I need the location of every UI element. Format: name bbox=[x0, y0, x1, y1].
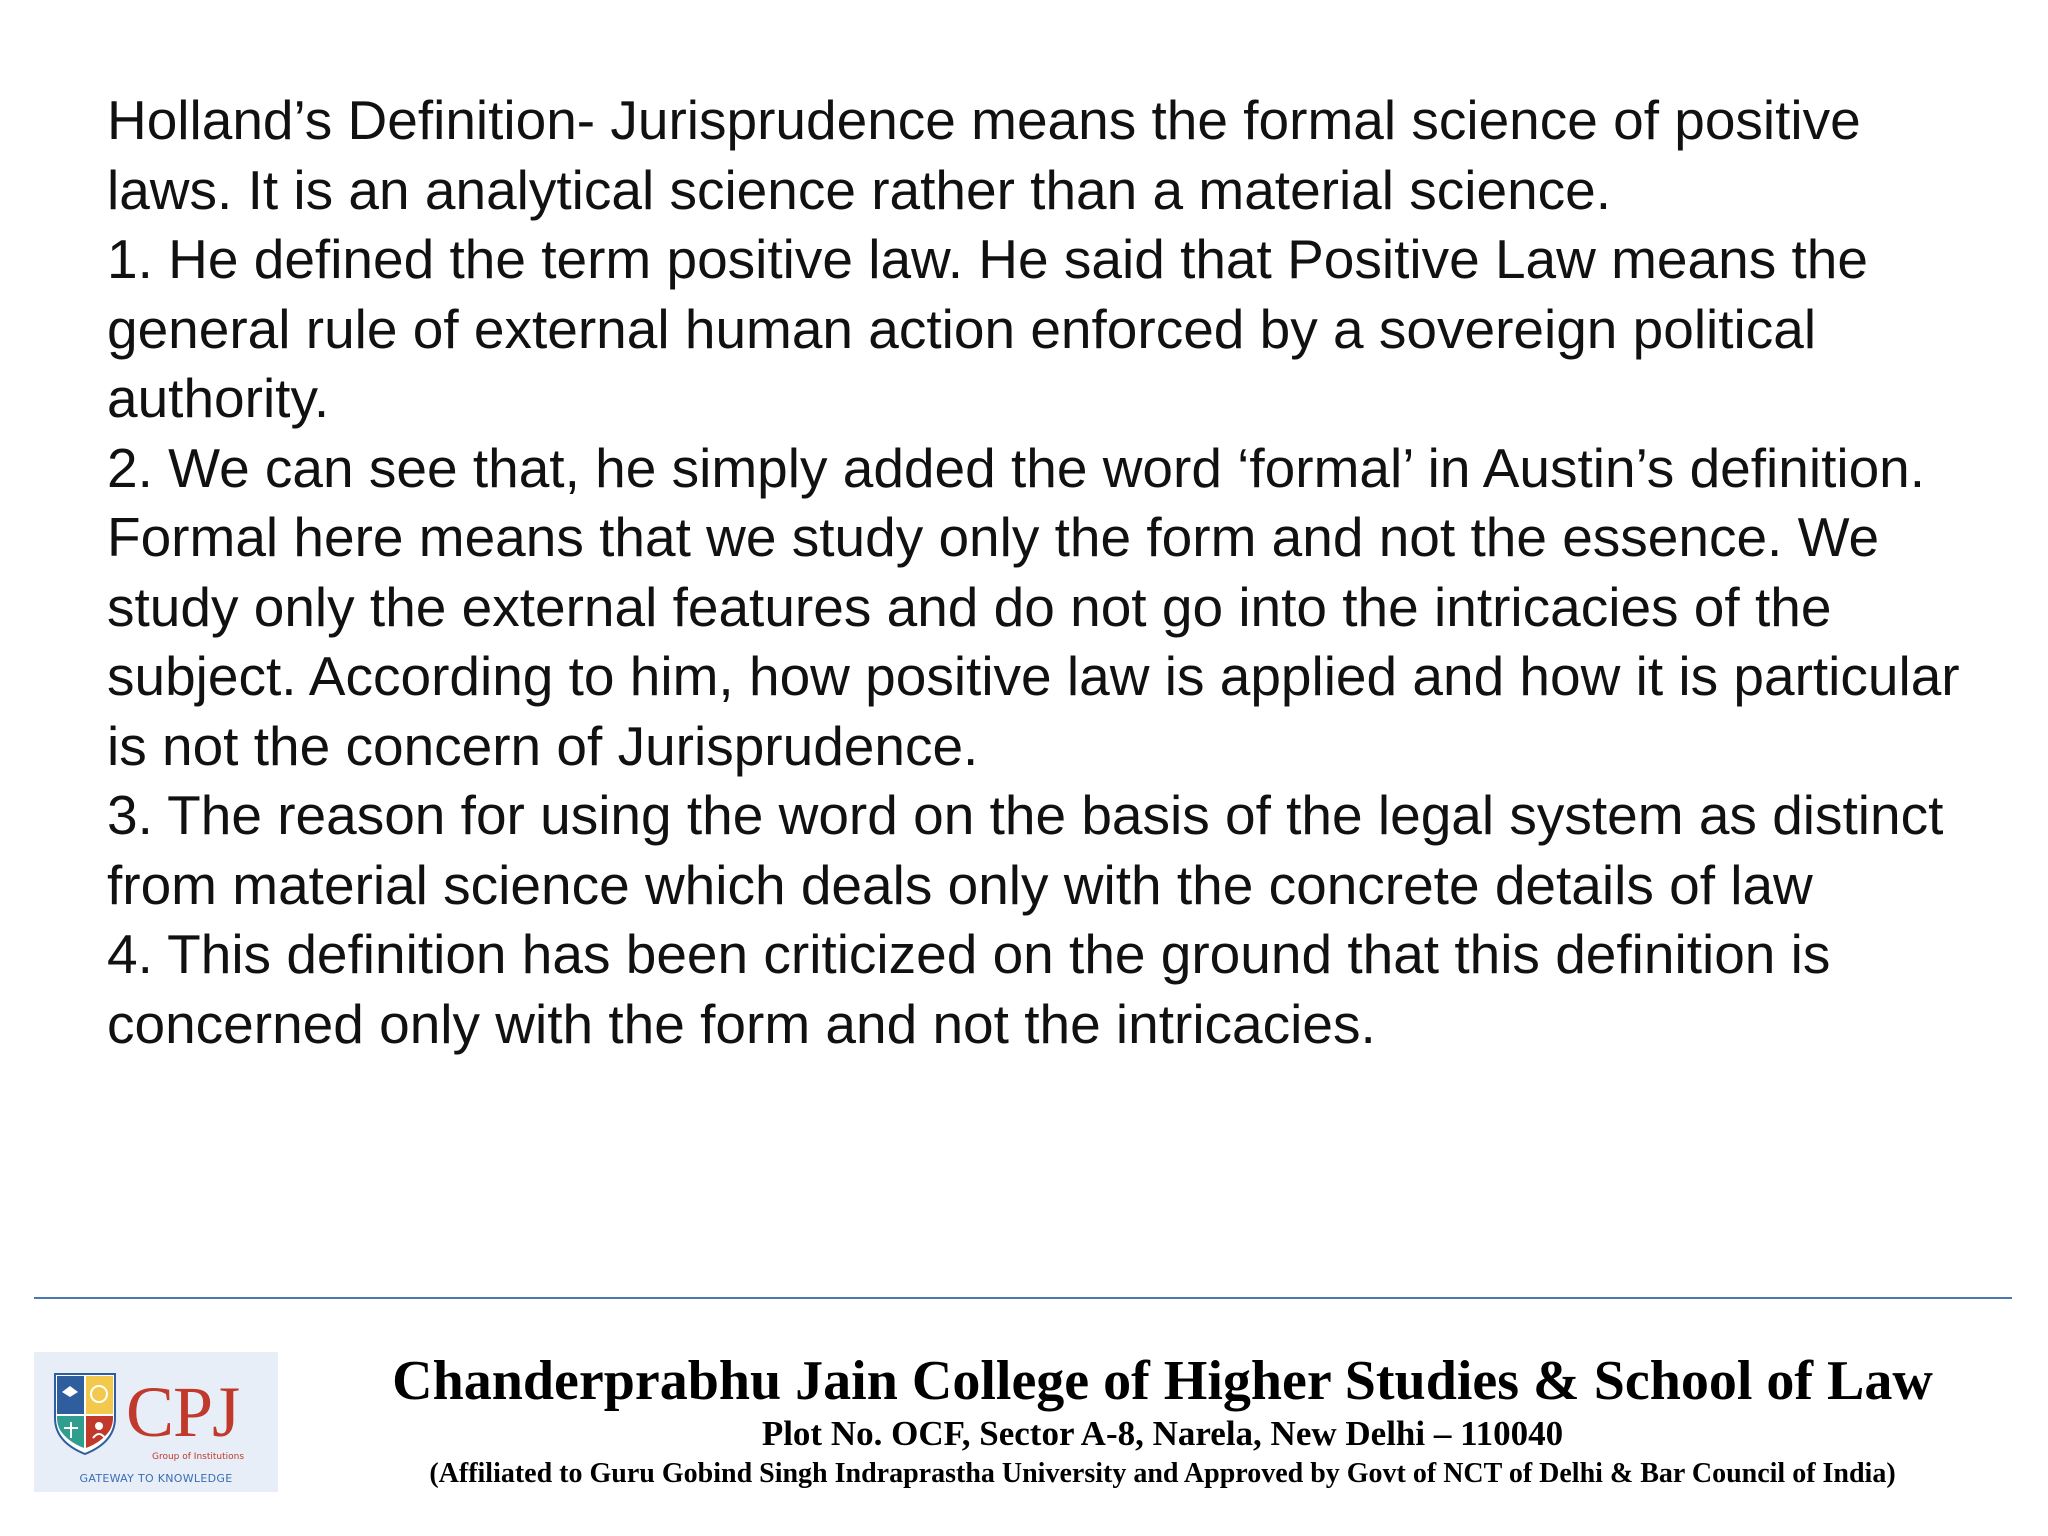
logo-tagline: GATEWAY TO KNOWLEDGE bbox=[79, 1472, 233, 1485]
college-logo bbox=[34, 1352, 278, 1492]
paragraph-point-1: 1. He defined the term positive law. He said that Positive Law means the general rule of external human action enforced by a sovereign political authority. bbox=[107, 228, 1868, 429]
footer-divider bbox=[34, 1297, 2012, 1299]
college-affiliation: (Affiliated to Guru Gobind Singh Indraprastha University and Approved by Govt of NCT of Delhi & Bar Council of India) bbox=[429, 1458, 1896, 1489]
logo-wordmark: CPJ bbox=[126, 1372, 240, 1452]
paragraph-definition: Holland’s Definition- Jurisprudence means the formal science of positive laws. It is an analytical science rather than a material science. bbox=[107, 89, 1861, 221]
paragraph-point-3: 3. The reason for using the word on the basis of the legal system as distinct from material science which deals only with the concrete details of law bbox=[107, 784, 1944, 916]
logo-subtitle: Group of Institutions bbox=[152, 1452, 245, 1462]
college-name: Chanderprabhu Jain College of Higher Studies & School of Law bbox=[392, 1350, 1933, 1412]
slide-body bbox=[107, 86, 1987, 1059]
paragraph-point-2: 2. We can see that, he simply added the word ‘formal’ in Austin’s definition. Formal here means that we study only the form and not the essence. We study only the external features and do not go into the intricacies of the subject. According to him, how positive law is applied and how it is particular is not the concern of Jurisprudence. bbox=[107, 436, 1960, 777]
college-address: Plot No. OCF, Sector A-8, Narela, New Delhi – 110040 bbox=[761, 1414, 1564, 1453]
shield-emblem-icon bbox=[50, 1370, 120, 1456]
footer-institution-info bbox=[295, 1350, 2030, 1492]
paragraph-point-4: 4. This definition has been criticized on the ground that this definition is concerned only with the form and not the intricacies. bbox=[107, 923, 1831, 1055]
